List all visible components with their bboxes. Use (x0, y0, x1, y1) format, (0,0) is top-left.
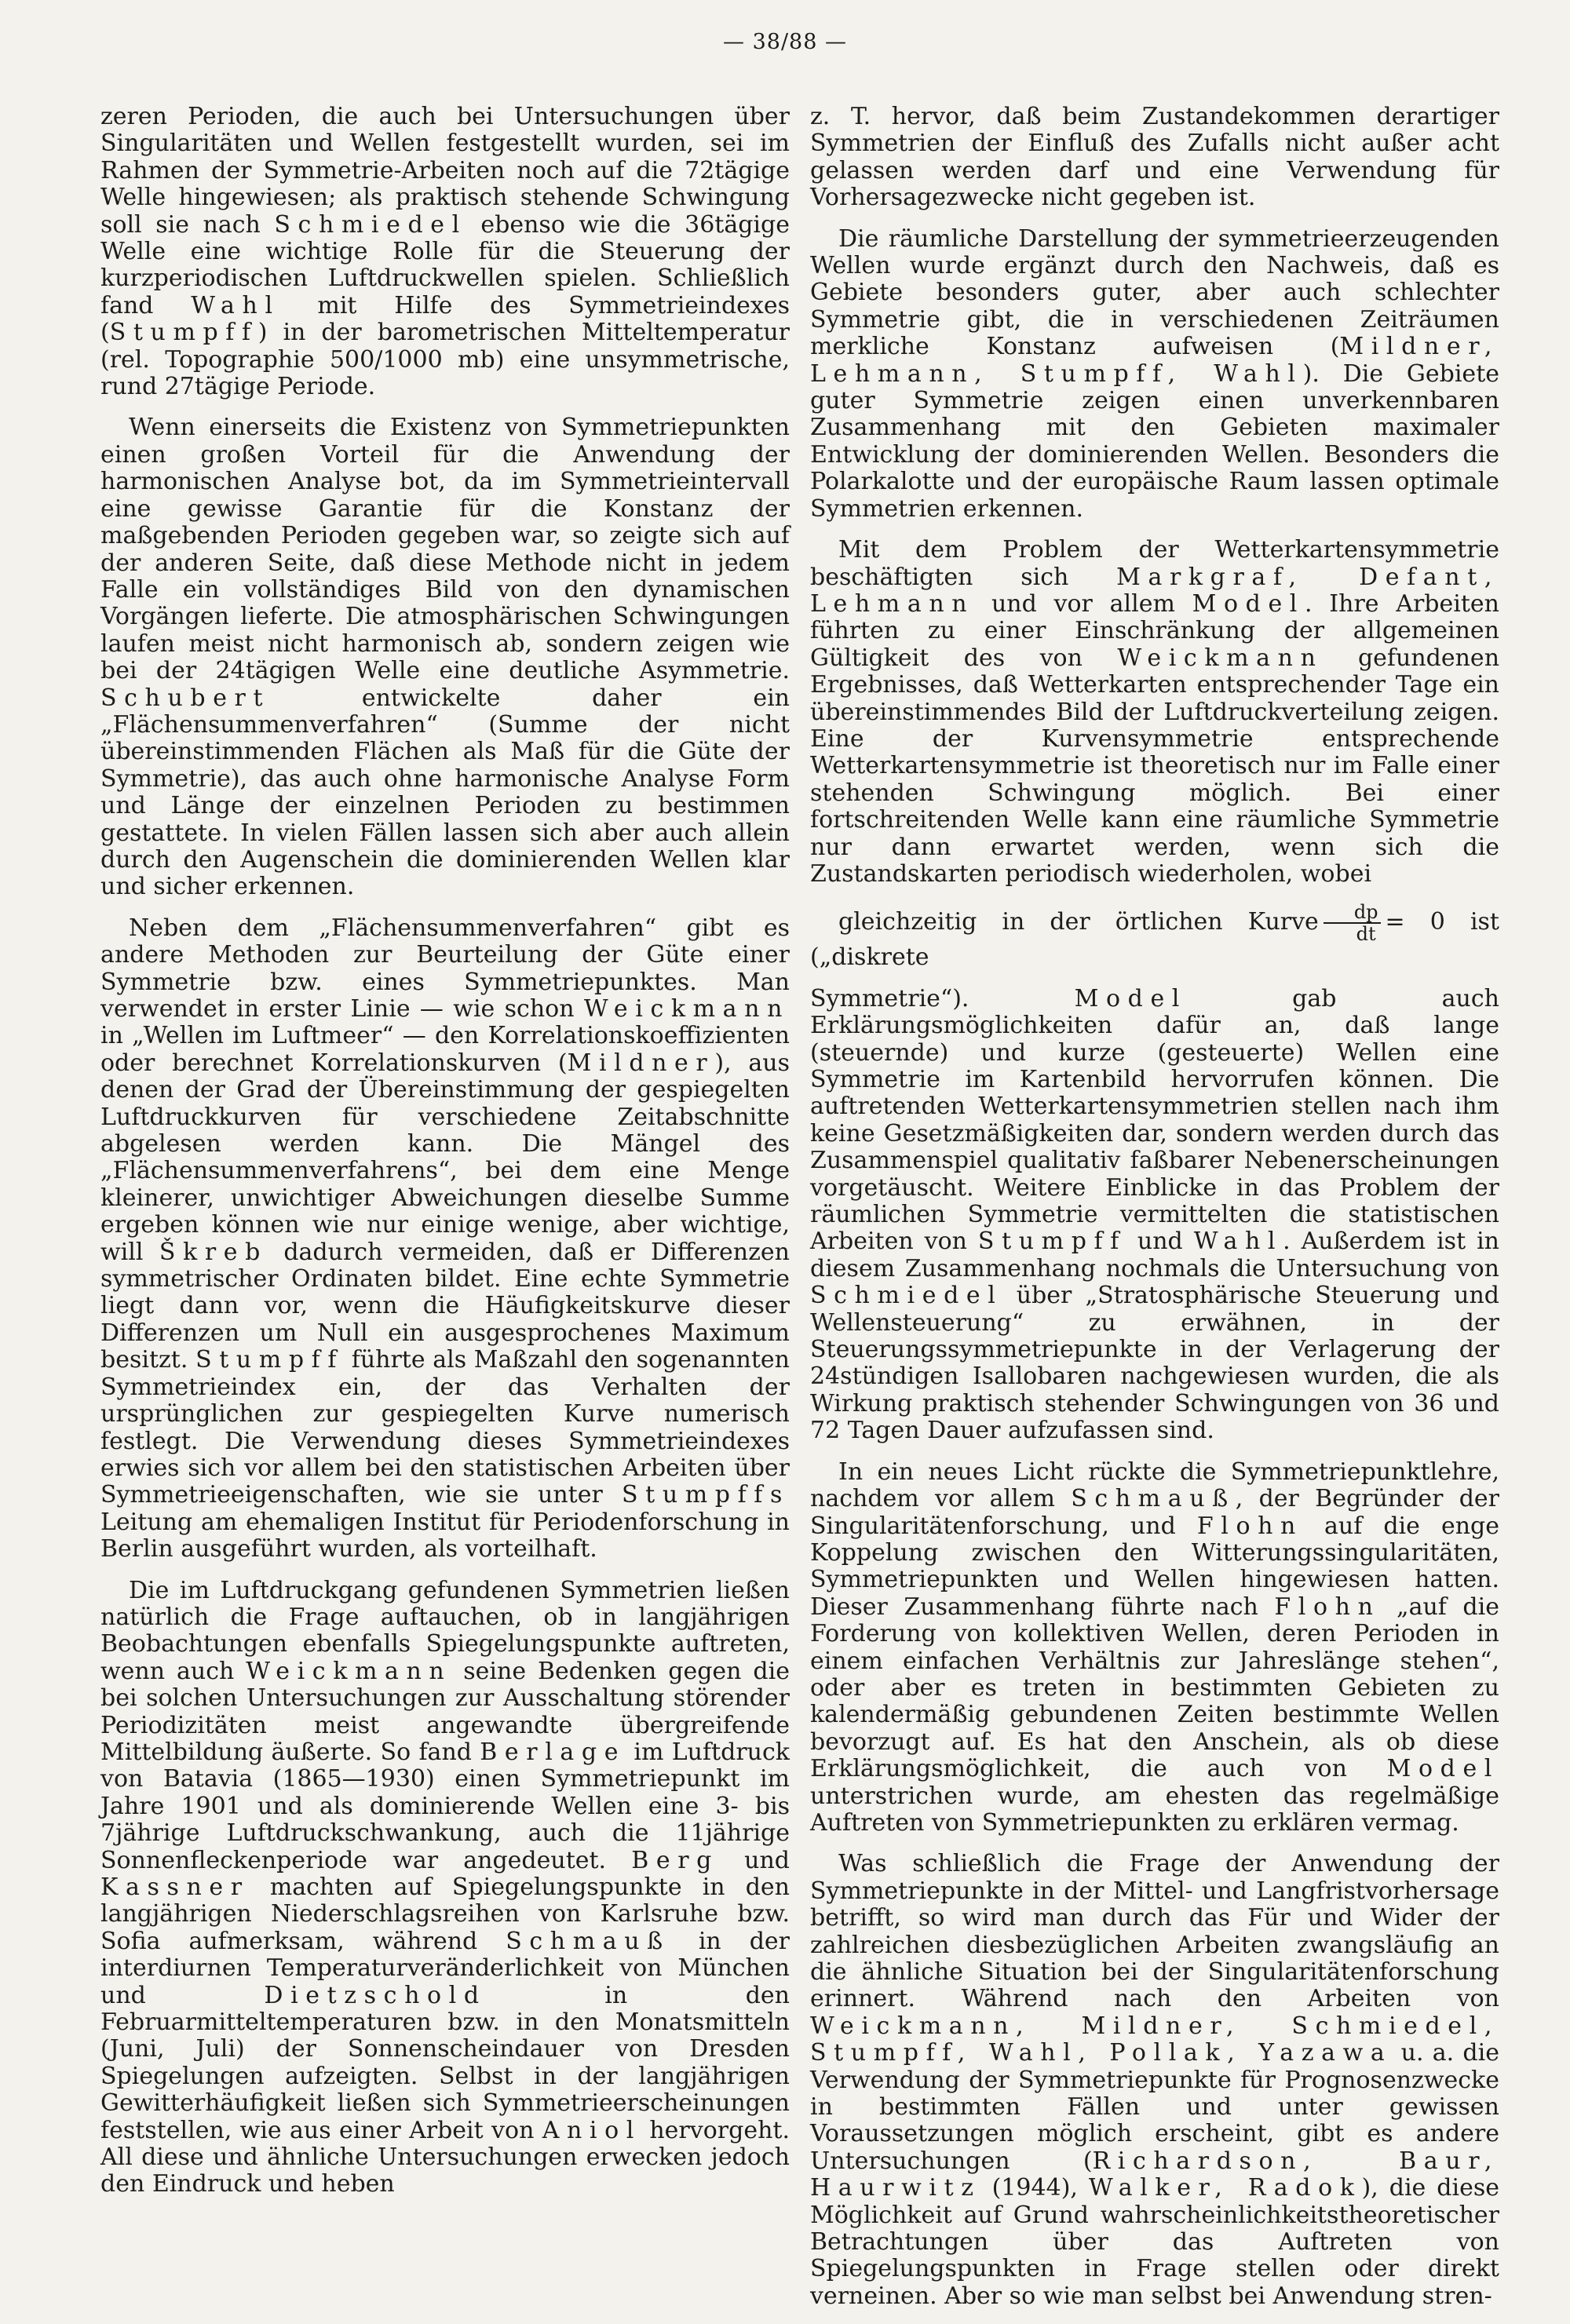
paragraph: Wenn einerseits die Existenz von Symmetriepunkten einen großen Vorteil für die Anwendung der harmonischen Analyse bot, da im Symmetrieintervall eine gewisse Garantie für die Konstanz der maßgebenden Perioden gegeben war, so zeigte sich auf der anderen Seite, daß diese Methode nicht in jedem Falle ein vollständiges Bild von den dynamischen Vorgängen lieferte. Die atmosphärischen Schwingungen laufen meist nicht harmonisch ab, sondern zeigen wie bei der 24tägigen Welle eine deutliche Asymmetrie. Schubert entwickelte daher ein „Flächensummenverfahren“ (Summe der nicht übereinstimmenden Flächen als Maß für die Güte der Symmetrie), das auch ohne harmonische Analyse Form und Länge der einzelnen Perioden zu bestimmen gestattete. In vielen Fällen lassen sich aber auch allein durch den Augenschein die dominierenden Wellen klar und sicher erkennen. (100, 414, 790, 901)
paragraph: z. T. hervor, daß beim Zustandekommen derartiger Symmetrien der Einfluß des Zufalls nicht außer acht gelassen werden darf und eine Verwendung für Vorhersagezwecke nicht gegeben ist. (810, 103, 1499, 212)
formula-line: gleichzeitig in der örtlichen Kurve $\frac{dp}{dt}$ = 0 ist („diskrete (810, 901, 1499, 972)
left-column (100, 104, 790, 2213)
paragraph: Was schließlich die Frage der Anwendung der Symmetriepunkte in der Mittel- und Langfristvorhersage betrifft, so wird man durch das Für und Wider der zahlreichen diesbezüglichen Arbeiten zwangsläufig an die ähnliche Situation bei der Singularitätenforschung erinnert. Während nach den Arbeiten von Weickmann, Mildner, Schmiedel, Stumpff, Wahl, Pollak, Yazawa u. a. die Verwendung der Symmetriepunkte für Prognosenzwecke in bestimmten Fällen und unter gewissen Voraussetzungen möglich erscheint, gibt es andere Untersuchungen (Richardson, Baur, Haurwitz (1944), Walker, Radok), die diese Möglichkeit auf Grund wahrscheinlichkeitstheoretischer Betrachtungen über das Auftreten von Spiegelungspunkten in Frage stellen oder direkt verneinen. Aber so wie man selbst bei Anwendung stren- (810, 1850, 1499, 2310)
fraction-dp-dt: $\frac{dp}{dt}$ (1324, 902, 1381, 944)
page-number: — 38/88 — (723, 30, 847, 54)
paragraph: zeren Perioden, die auch bei Untersuchungen über Singularitäten und Wellen festgestellt wurden, sei im Rahmen der Symmetrie-Arbeiten noch auf die 72tägige Welle hingewiesen; als praktisch stehende Schwingung soll sie nach Schmiedel ebenso wie die 36tägige Welle eine wichtige Rolle für die Steuerung der kurzperiodischen Luftdruckwellen spielen. Schließlich fand Wahl mit Hilfe des Symmetrieindexes (Stumpff) in der barometrischen Mitteltemperatur (rel. Topographie 500/1000 mb) eine unsymmetrische, rund 27tägige Periode. (100, 103, 790, 401)
paragraph: Neben dem „Flächensummenverfahren“ gibt es andere Methoden zur Beurteilung der Güte einer Symmetrie bzw. eines Symmetriepunktes. Man verwendet in erster Linie — wie schon Weickmann in „Wellen im Luftmeer“ — den Korrelationskoeffizienten oder berechnet Korrelationskurven (Mildner), aus denen der Grad der Übereinstimmung der gespiegelten Luftdruckkurven für verschiedene Zeitabschnitte abgelesen werden kann. Die Mängel des „Flächensummenverfahrens“, bei dem eine Menge kleinerer, unwichtiger Abweichungen dieselbe Summe ergeben können wie nur einige wenige, aber wichtige, will Škreb dadurch vermeiden, daß er Differenzen symmetrischer Ordinaten bildet. Eine echte Symmetrie liegt dann vor, wenn die Häufigkeitskurve dieser Differenzen um Null ein ausgesprochenes Maximum besitzt. Stumpff führte als Maßzahl den sogenannten Symmetrieindex ein, der das Verhalten der ursprünglichen zur gespiegelten Kurve numerisch festlegt. Die Verwendung dieses Symmetrieindexes erwies sich vor allem bei den statistischen Arbeiten über Symmetrieeigenschaften, wie sie unter Stumpffs Leitung am ehemaligen Institut für Periodenforschung in Berlin ausgeführt wurden, als vorteilhaft. (100, 914, 790, 1563)
paragraph: Die im Luftdruckgang gefundenen Symmetrien ließen natürlich die Frage auftauchen, ob in langjährigen Beobachtungen ebenfalls Spiegelungspunkte auftreten, wenn auch Weickmann seine Bedenken gegen die bei solchen Untersuchungen zur Ausschaltung störender Periodizitäten meist angewandte übergreifende Mittelbildung äußerte. So fand Berlage im Luftdruck von Batavia (1865—1930) einen Symmetriepunkt im Jahre 1901 und als dominierende Wellen eine 3- bis 7jährige Luftdruckschwankung, auch die 11jährige Sonnenfleckenperiode war angedeutet. Berg und Kassner machten auf Spiegelungspunkte in den langjährigen Niederschlagsreihen von Karlsruhe bzw. Sofia aufmerksam, während Schmauß in der interdiurnen Temperaturveränderlichkeit von München und Dietzschold in den Februarmitteltemperaturen bzw. in den Monatsmitteln (Juni, Juli) der Sonnenscheindauer von Dresden Spiegelungen aufzeigten. Selbst in der langjährigen Gewitterhäufigkeit ließen sich Symmetrieerscheinungen feststellen, wie aus einer Arbeit von Aniol hervorgeht. All diese und ähnliche Untersuchungen erwecken jedoch den Eindruck und heben (100, 1576, 790, 2198)
paragraph: Mit dem Problem der Wetterkartensymmetrie beschäftigten sich Markgraf, Defant, Lehmann und vor allem Model. Ihre Arbeiten führten zu einer Einschränkung der allgemeinen Gültigkeit des von Weickmann gefundenen Ergebnisses, daß Wetterkarten entsprechender Tage ein übereinstimmendes Bild der Luftdruckverteilung zeigen. Eine der Kurvensymmetrie entsprechende Wetterkartensymmetrie ist theoretisch nur im Falle einer stehenden Schwingung möglich. Bei einer fortschreitenden Welle kann eine räumliche Symmetrie nur dann erwartet werden, wenn sich die Zustandskarten periodisch wiederholen, wobei (810, 536, 1500, 888)
paragraph: Die räumliche Darstellung der symmetrieerzeugenden Wellen wurde ergänzt durch den Nachweis, daß es Gebiete besonders guter, aber auch schlechter Symmetrie gibt, die in verschiedenen Zeiträumen merkliche Konstanz aufweisen (Mildner, Lehmann, Stumpff, Wahl). Die Gebiete guter Symmetrie zeigen einen unverkennbaren Zusammenhang mit den Gebieten maximaler Entwicklung der dominierenden Wellen. Besonders die Polarkalotte und der europäische Raum lassen optimale Symmetrien erkennen. (810, 224, 1499, 523)
paragraph: Symmetrie“). Model gab auch Erklärungsmöglichkeiten dafür an, daß lange (steuernde) und kurze (gesteuerte) Wellen eine Symmetrie im Kartenbild hervorrufen können. Die auftretenden Wetterkartensymmetrien stellen nach ihm keine Gesetzmäßigkeiten dar, sondern werden durch das Zusammenspiel qualitativ faßbarer Nebenerscheinungen vorgetäuscht. Weitere Einblicke in das Problem der räumlichen Symmetrie vermittelten die statistischen Arbeiten von Stumpff und Wahl. Außerdem ist in diesem Zusammenhang nochmals die Untersuchung von Schmiedel über „Stratosphärische Steuerung und Wellensteuerung“ zu erwähnen, in der Steuerungssymmetriepunkte in der Verlagerung der 24stündigen Isallobaren nachgewiesen wurden, die als Wirkung praktisch stehender Schwingungen von 36 und 72 Tagen Dauer aufzufassen sind. (810, 984, 1499, 1445)
paragraph: In ein neues Licht rückte die Symmetriepunktlehre, nachdem vor allem Schmauß, der Begründer der Singularitätenforschung, und Flohn auf die enge Koppelung zwischen den Witterungssingularitäten, Symmetriepunkten und Wellen hingewiesen hatten. Dieser Zusammenhang führte nach Flohn „auf die Forderung von kollektiven Wellen, deren Perioden in einem einfachen Verhältnis zur Jahreslänge stehen“, oder aber es treten in bestimmten Gebieten zu kalendermäßig gebundenen Zeiten bestimmte Wellen bevorzugt auf. Es hat den Anschein, als ob diese Erklärungsmöglichkeit, die auch von Model unterstrichen wurde, am ehesten das regelmäßige Auftreten von Symmetriepunkten zu erklären vermag. (810, 1458, 1499, 1837)
right-column (810, 104, 1499, 2324)
